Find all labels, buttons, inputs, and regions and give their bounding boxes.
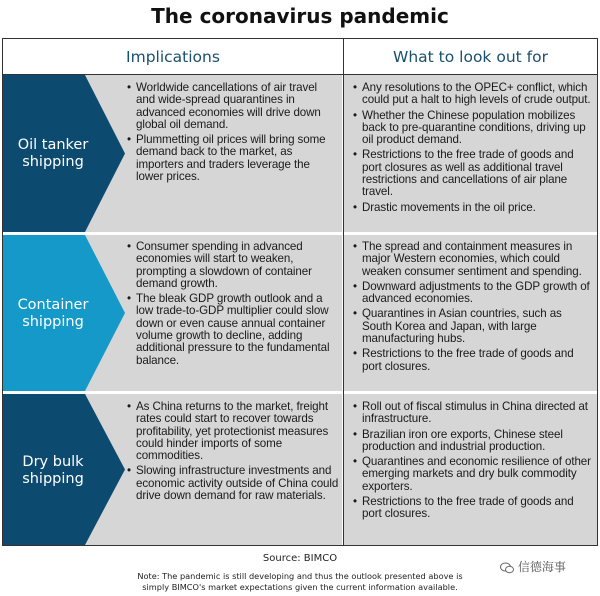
wechat-icon bbox=[500, 562, 514, 574]
footnote: Note: The pandemic is still developing and thus the outlook presented above is simply BIMCO's market expectations given the current information available. bbox=[137, 571, 463, 592]
list-item: • Downward adjustments to the GDP growth of advanced economies. bbox=[353, 281, 593, 306]
header-what-to-look-out-for: What to look out for bbox=[344, 39, 597, 75]
container-watch bbox=[353, 241, 593, 376]
list-item: • Worldwide cancellations of air travel and wide-spread quarantines in advanced economies will drive down global oil demand. bbox=[127, 82, 339, 131]
list-item: • The spread and containment measures in major Western economies, which could weaken consumer sentiment and spending. bbox=[353, 241, 593, 278]
dry-bulk-watch bbox=[353, 401, 593, 524]
row-label-dry-bulk: Dry bulk shipping bbox=[22, 454, 84, 487]
list-item: • As China returns to the market, freight rates could start to recover towards profitability, yet protectionist measures could hinder imports of some commodities. bbox=[127, 401, 339, 462]
list-item: • Brazilian iron ore exports, Chinese steel production and industrial production. bbox=[353, 429, 593, 454]
row-oil-tanker bbox=[3, 75, 597, 232]
list-item: • Whether the Chinese population mobilizes back to pre-quarantine conditions, driving up oil product demand. bbox=[353, 110, 593, 147]
list-item: • Quarantines in Asian countries, such as South Korea and Japan, with large manufacturing hubs. bbox=[353, 308, 593, 345]
container-implications bbox=[127, 241, 339, 370]
list-item: • Restrictions to the free trade of goods and port closures. bbox=[353, 348, 593, 373]
row-label-oil-tanker: Oil tanker shipping bbox=[17, 137, 89, 170]
page-title: The coronavirus pandemic bbox=[151, 4, 449, 28]
list-item: • The bleak GDP growth outlook and a low trade-to-GDP multiplier could slow down or even cause annual container volume growth to decline, adding additional pressure to the fundamental balance. bbox=[127, 293, 339, 367]
pandemic-table bbox=[2, 38, 598, 546]
row-label-container: Container shipping bbox=[17, 297, 89, 330]
dry-bulk-implications bbox=[127, 401, 339, 505]
list-item: • Quarantines and economic resilience of other emerging markets and dry bulk commodity exporters. bbox=[353, 456, 593, 493]
watermark bbox=[500, 558, 600, 578]
watermark-text: 信德海事 bbox=[517, 560, 566, 574]
list-item: • Plummetting oil prices will bring some demand back to the market, as importers and traders leverage the lower prices. bbox=[127, 134, 339, 183]
list-item: • Restrictions to the free trade of goods and port closures. bbox=[353, 496, 593, 521]
row-container bbox=[3, 235, 597, 391]
list-item: • Any resolutions to the OPEC+ conflict, which could put a halt to high levels of crude output. bbox=[353, 82, 593, 107]
oil-tanker-watch bbox=[353, 82, 593, 217]
header-implications: Implications bbox=[3, 39, 343, 75]
list-item: • Consumer spending in advanced economies will start to weaken, prompting a slowdown of container demand growth. bbox=[127, 241, 339, 290]
list-item: • Slowing infrastructure investments and economic activity outside of China could drive down demand for raw materials. bbox=[127, 465, 339, 502]
oil-tanker-implications bbox=[127, 82, 339, 186]
list-item: • Restrictions to the free trade of goods and port closures as well as additional travel restrictions and cancellations of air plane travel. bbox=[353, 149, 593, 198]
source-credit: Source: BIMCO bbox=[262, 553, 338, 564]
list-item: • Drastic movements in the oil price. bbox=[353, 202, 593, 214]
row-dry-bulk bbox=[3, 394, 597, 545]
list-item: • Roll out of fiscal stimulus in China directed at infrastructure. bbox=[353, 401, 593, 426]
